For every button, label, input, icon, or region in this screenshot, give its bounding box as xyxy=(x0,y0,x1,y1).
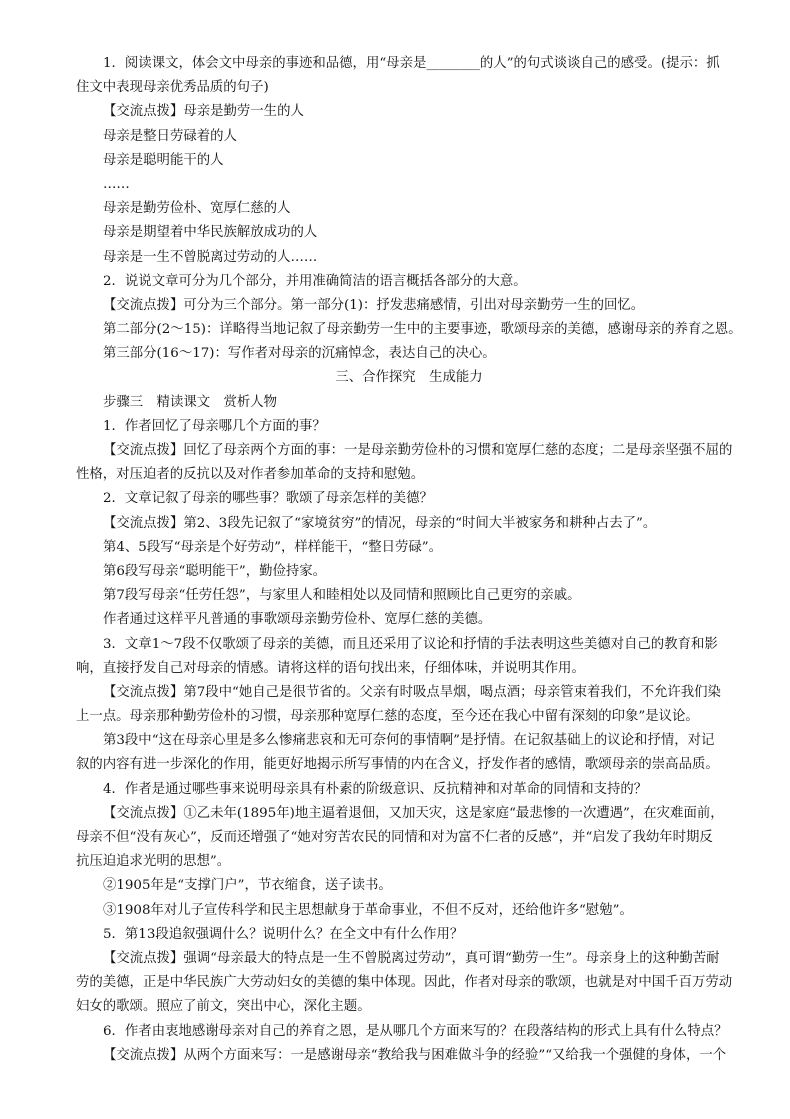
text-line: 叙的内容有进一步深化的作用，能更好地揭示所写事情的内在含义，抒发作者的感情，歌颂母亲的崇高品质。 xyxy=(76,757,719,773)
text-line: 【交流点拨】回忆了母亲两个方面的事：一是母亲勤劳俭朴的习惯和宽厚仁慈的态度；二是母亲坚强不屈的 xyxy=(103,443,733,458)
text-line: 响，直接抒发自己对母亲的情感。请将这样的语句找出来，仔细体味，并说明其作用。 xyxy=(76,660,585,676)
text-line: 【交流点拨】从两个方面来写：一是感谢母亲“教给我与困难做斗争的经验”“又给我一个强健的身体，一个 xyxy=(103,1047,727,1063)
text-line: 【交流点拨】第7段中“她自己是很节省的。父亲有时吸点旱烟，喝点酒；母亲管束着我们，不允许我们染 xyxy=(103,684,721,700)
text-line: 第三部分(16～17)：写作者对母亲的沉痛悼念，表达自己的决心。 xyxy=(103,346,496,362)
text-line: 【交流点拨】第2、3段先记叙了“家境贫穷”的情况，母亲的“时间大半被家务和耕种占去了”。 xyxy=(103,515,657,531)
text-line: 母亲是整日劳碌着的人 xyxy=(103,128,237,144)
text-line: 【交流点拨】母亲是勤劳一生的人 xyxy=(103,104,304,120)
text-line: 2．说说文章可分为几个部分，并用准确简洁的语言概括各部分的大意。 xyxy=(103,273,527,289)
text-line: 母亲是期望着中华民族解放成功的人 xyxy=(103,225,318,241)
text-line: 第4、5段写“母亲是个好劳动”，样样能干，“整日劳碌”。 xyxy=(103,539,443,555)
text-line: 妇女的歌颂。照应了前文，突出中心，深化主题。 xyxy=(76,999,371,1015)
text-line: 性格，对压迫者的反抗以及对作者参加革命的支持和慰勉。 xyxy=(76,467,425,483)
text-line: 【交流点拨】强调“母亲最大的特点是一生不曾脱离过劳动”，真可谓“勤劳一生”。母亲身上的这种勤苦耐 xyxy=(103,950,720,966)
text-line: 第7段写母亲“任劳任怨”，与家里人和睦相处以及同情和照顾比自己更穷的亲戚。 xyxy=(103,588,581,604)
text-line: ②1905年是“支撑门户”，节衣缩食，送子读书。 xyxy=(103,878,392,894)
text-line: 2．文章记叙了母亲的哪些事？歌颂了母亲怎样的美德？ xyxy=(103,491,433,507)
text-line: 第6段写母亲“聪明能干”，勤俭持家。 xyxy=(103,563,327,579)
text-line: 劳的美德，正是中华民族广大劳动妇女的美德的集中体现。因此，作者对母亲的歌颂，也就是对中国千百万劳动 xyxy=(76,975,733,991)
section-heading: 三、合作探究 生成能力 xyxy=(335,370,483,386)
text-line: 母亲不但“没有灰心”，反而还增强了“她对穷苦农民的同情和对为富不仁者的反感”，并“启发了我幼年时期反 xyxy=(76,830,713,845)
text-line: 1．阅读课文，体会文中母亲的事迹和品德，用“母亲是________的人”的句式谈谈自己的感受。(提示：抓 xyxy=(103,56,720,71)
text-line: 作者通过这样平凡普通的事歌颂母亲勤劳俭朴、宽厚仁慈的美德。 xyxy=(103,612,492,628)
text-line: 【交流点拨】①乙未年(1895年)地主逼着退佃，又加天灾，这是家庭“最悲惨的一次遭遇”，在灾难面前， xyxy=(103,805,724,821)
text-line: 6．作者由衷地感谢母亲对自己的养育之恩，是从哪几个方面来写的？在段落结构的形式上具有什么特点？ xyxy=(103,1023,728,1039)
text-line: 步骤三 精读课文 赏析人物 xyxy=(103,394,278,410)
text-line: 上一点。母亲那种勤劳俭朴的习惯，母亲那种宽厚仁慈的态度，至今还在我心中留有深刻的印象”是议论。 xyxy=(76,709,699,725)
text-line: ③1908年对儿子宣传科学和民主思想献身于革命事业，不但不反对，还给他许多“慰勉”。 xyxy=(103,902,633,918)
text-line: 母亲是一生不曾脱离过劳动的人…… xyxy=(103,249,318,265)
text-line: 3．文章1～7段不仅歌颂了母亲的美德，而且还采用了议论和抒情的手法表明这些美德对自己的教育和影 xyxy=(103,636,718,652)
text-line: …… xyxy=(103,176,130,192)
document-body xyxy=(76,52,742,1068)
text-line: 母亲是聪明能干的人 xyxy=(103,152,224,168)
text-line: 5．第13段追叙强调什么？说明什么？在全文中有什么作用？ xyxy=(103,926,464,942)
text-line: 母亲是勤劳俭朴、宽厚仁慈的人 xyxy=(103,201,291,217)
text-line: 第3段中“这在母亲心里是多么惨痛悲哀和无可奈何的事情啊”是抒情。在记叙基础上的议论和抒情，对记 xyxy=(103,733,715,749)
text-line: 第二部分(2～15)：详略得当地记叙了母亲勤劳一生中的主要事迹，歌颂母亲的美德，感谢母亲的养育之恩。 xyxy=(103,322,742,338)
text-line: 住文中表现母亲优秀品质的句子) xyxy=(76,80,269,96)
text-line: 1．作者回忆了母亲哪几个方面的事？ xyxy=(103,418,326,434)
text-line: 抗压迫追求光明的思想”。 xyxy=(76,854,231,870)
text-line: 4．作者是通过哪些事来说明母亲具有朴素的阶级意识、反抗精神和对革命的同情和支持的？ xyxy=(103,781,648,797)
text-line: 【交流点拨】可分为三个部分。第一部分(1)：抒发悲痛感情，引出对母亲勤劳一生的回忆。 xyxy=(103,297,645,313)
